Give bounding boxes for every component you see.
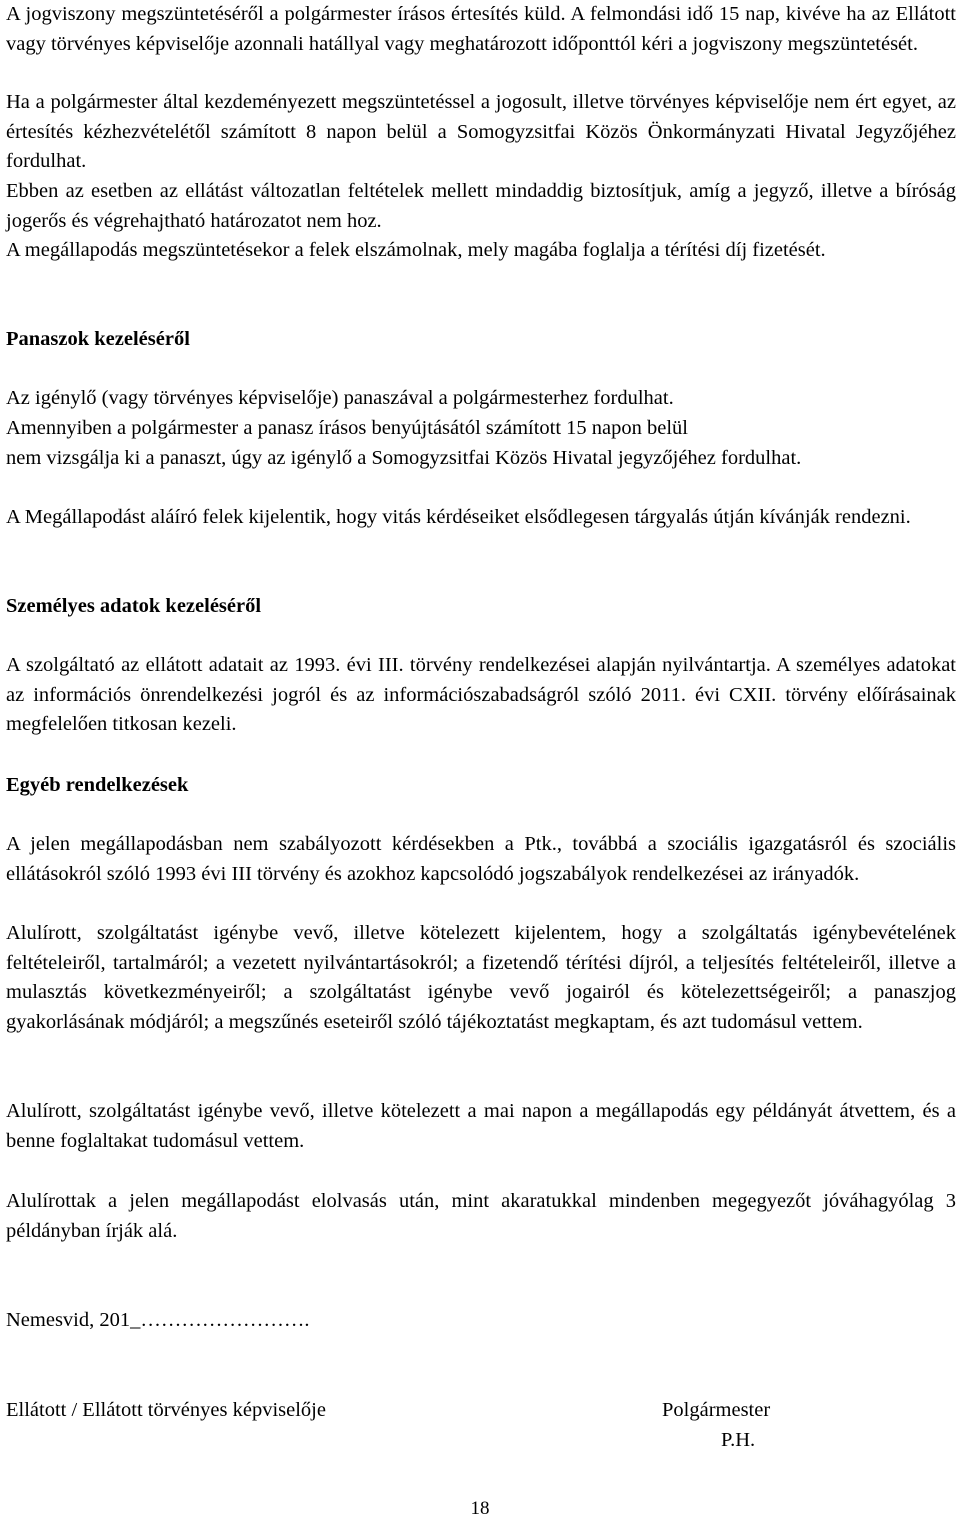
paragraph-data-handling: A szolgáltató az ellátott adatait az 1993. évi III. törvény rendelkezései alapján nyilvántartja. A személyes adatokat az információs önrendelkezési jogról és az információszabadságról szóló 2011. évi CXII. törvény előírásainak megfelelően titkosan kezeli. bbox=[6, 654, 956, 736]
stamp-label: P.H. bbox=[721, 1429, 756, 1451]
heading-other-provisions: Egyéb rendelkezések bbox=[6, 774, 189, 796]
heading-personal-data: Személyes adatok kezeléséről bbox=[6, 595, 262, 617]
paragraph-continued-service: Ebben az esetben az ellátást változatlan feltételek mellett mindaddig biztosítjuk, amíg a jegyző, illetve a bíróság jogerős és végrehajtható határozatot nem hoz. bbox=[6, 180, 956, 232]
paragraph-termination-notice: A jogviszony megszüntetéséről a polgármester írásos értesítés küld. A felmondási idő 15 nap, kivéve ha az Ellátott vagy törvényes képviselője azonnali hatállyal vagy meghatározott időponttól kéri a jogviszony megszüntetését. bbox=[6, 3, 956, 55]
heading-complaints: Panaszok kezeléséről bbox=[6, 328, 190, 350]
paragraph-complaint-mayor: Az igénylő (vagy törvényes képviselője) panaszával a polgármesterhez fordulhat. bbox=[6, 387, 674, 409]
paragraph-acknowledgement: Alulírott, szolgáltatást igénybe vevő, illetve kötelezett kijelentem, hogy a szolgáltatás igénybevételének feltételeiről, tartalmáról; a vezetett nyilvántartásokról; a fizetendő térítési díjról, a teljesítés feltételeiről, illetve a mulasztás következményeiről; a szolgáltatást igénybe vevő jogairól és kötelezettségeiről; a panaszjog gyakorlásának módjáról; a megszűnés eseteiről szóló tájékoztatást megkaptam, és azt tudomásul vettem. bbox=[6, 922, 956, 1033]
paragraph-complaint-deadline: Amennyiben a polgármester a panasz írásos benyújtásától számított 15 napon belül bbox=[6, 417, 689, 439]
signature-mayor-label: Polgármester bbox=[662, 1399, 771, 1421]
signature-client-label: Ellátott / Ellátott törvényes képviselője bbox=[6, 1399, 326, 1421]
place-date-line: Nemesvid, 201_……………………. bbox=[6, 1309, 310, 1331]
page-number: 18 bbox=[470, 1498, 490, 1519]
paragraph-governing-law: A jelen megállapodásban nem szabályozott kérdésekben a Ptk., továbbá a szociális igazgatásról és szociális ellátásokról szóló 1993 évi III törvény és azokhoz kapcsolódó jogszabályok rendelkezései az irányadók. bbox=[6, 833, 956, 885]
paragraph-complaint-notary: nem vizsgálja ki a panaszt, úgy az igénylő a Somogyzsitfai Közös Hivatal jegyzőjéhez fordulhat. bbox=[6, 447, 802, 469]
paragraph-copy-received: Alulírott, szolgáltatást igénybe vevő, illetve kötelezett a mai napon a megállapodás egy példányát átvettem, és a benne foglaltakat tudomásul vettem. bbox=[6, 1100, 956, 1152]
paragraph-signing: Alulírottak a jelen megállapodást elolvasás után, mint akaratukkal mindenben megegyezőt jóváhagyólag 3 példányban írják alá. bbox=[6, 1190, 956, 1242]
paragraph-disagreement: Ha a polgármester által kezdeményezett megszüntetéssel a jogosult, illetve törvényes képviselője nem ért egyet, az értesítés kézhezvételétől számított 8 napon belül a Somogyzsitfai Közös Önkormányzati Hivatal Jegyzőjéhez fordulhat. bbox=[6, 91, 956, 173]
paragraph-dispute-resolution: A Megállapodást aláíró felek kijelentik, hogy vitás kérdéseiket elsődlegesen tárgyalás útján kívánják rendezni. bbox=[6, 506, 911, 528]
paragraph-settlement: A megállapodás megszüntetésekor a felek elszámolnak, mely magába foglalja a térítési díj fizetését. bbox=[6, 239, 826, 261]
